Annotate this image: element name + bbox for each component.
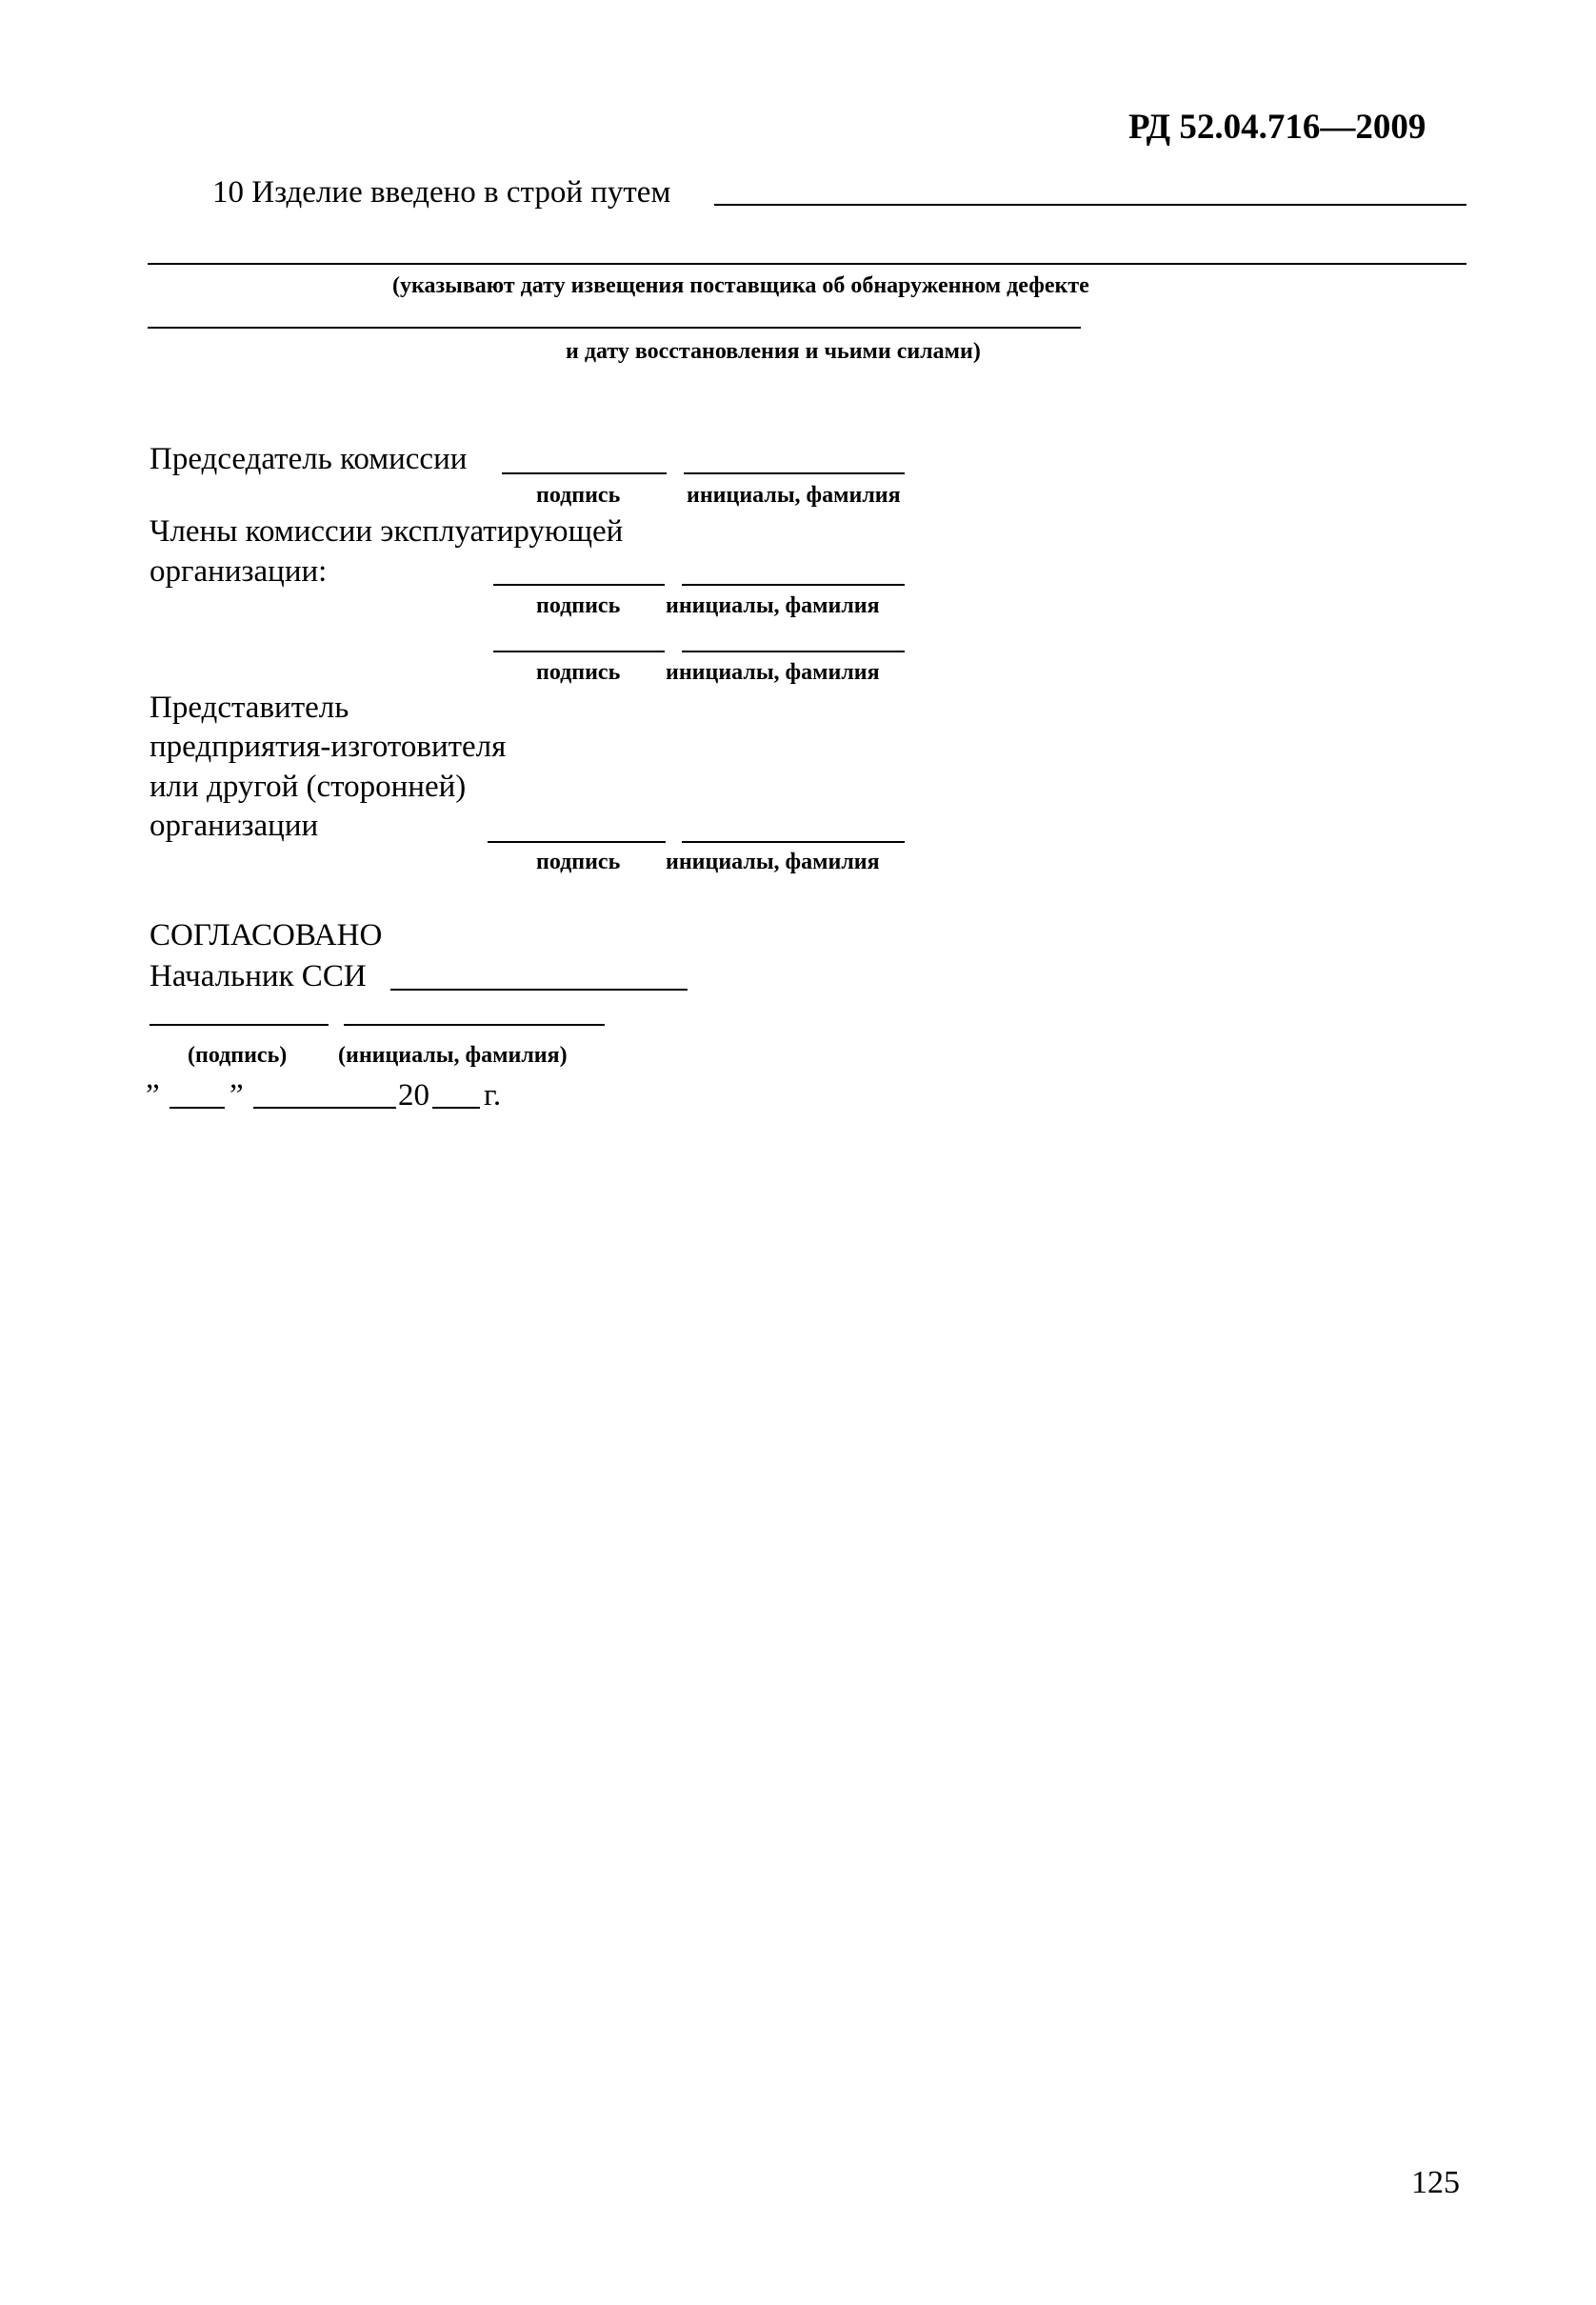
date-year-suffix: г.	[484, 1078, 502, 1112]
approval-title: СОГЛАСОВАНО	[150, 918, 383, 952]
date-year-prefix: 20	[398, 1078, 429, 1112]
item-10-caption-2: и дату восстановления и чьими силами)	[566, 339, 981, 364]
chairman-sign-caption: подпись	[536, 483, 621, 508]
representative-name-line	[682, 841, 905, 843]
member-1-sign-caption: подпись	[536, 593, 621, 618]
member-2-sign-caption: подпись	[536, 660, 621, 685]
representative-line-4: организации	[150, 809, 319, 843]
approval-signature-line	[150, 1024, 329, 1026]
item-10-blank-line	[714, 204, 1466, 206]
member-1-signature-line	[493, 584, 665, 586]
item-10-label: 10 Изделие введено в строй путем	[212, 175, 671, 210]
date-year-line	[432, 1107, 480, 1109]
representative-line-2: предприятия-изготовителя	[150, 730, 507, 764]
date-day-line	[170, 1107, 225, 1109]
chairman-name-line	[684, 472, 905, 474]
date-quote-open: ”	[146, 1078, 160, 1112]
representative-sign-caption: подпись	[536, 850, 621, 874]
representative-line-3: или другой (сторонней)	[150, 770, 467, 804]
representative-line-1: Представитель	[150, 691, 349, 725]
approval-head-line	[390, 989, 688, 991]
item-10-caption-1: (указывают дату извещения поставщика об обнаруженном дефекте	[392, 273, 1089, 298]
document-code: РД 52.04.716—2009	[1128, 108, 1426, 147]
approval-name-caption: (инициалы, фамилия)	[338, 1043, 568, 1068]
member-2-name-line	[682, 651, 905, 652]
member-1-name-line	[682, 584, 905, 586]
approval-head-label: Начальник ССИ	[150, 959, 367, 993]
representative-name-caption: инициалы, фамилия	[666, 850, 880, 874]
members-label-line-1: Члены комиссии эксплуатирующей	[150, 514, 624, 549]
chairman-label: Председатель комиссии	[150, 442, 468, 476]
member-1-name-caption: инициалы, фамилия	[666, 593, 880, 618]
chairman-name-caption: инициалы, фамилия	[687, 483, 901, 508]
approval-sign-caption: (подпись)	[188, 1043, 288, 1068]
chairman-signature-line	[502, 472, 667, 474]
page-number: 125	[1411, 2165, 1460, 2200]
member-2-name-caption: инициалы, фамилия	[666, 660, 880, 685]
approval-name-line	[344, 1024, 605, 1026]
date-quote-close: ”	[229, 1078, 244, 1112]
representative-signature-line	[488, 841, 666, 843]
members-label-line-2: организации:	[150, 554, 328, 589]
item-10-blank-line-2	[148, 263, 1466, 265]
date-month-line	[253, 1107, 396, 1109]
member-2-signature-line	[493, 651, 665, 652]
item-10-blank-line-3	[148, 327, 1081, 329]
